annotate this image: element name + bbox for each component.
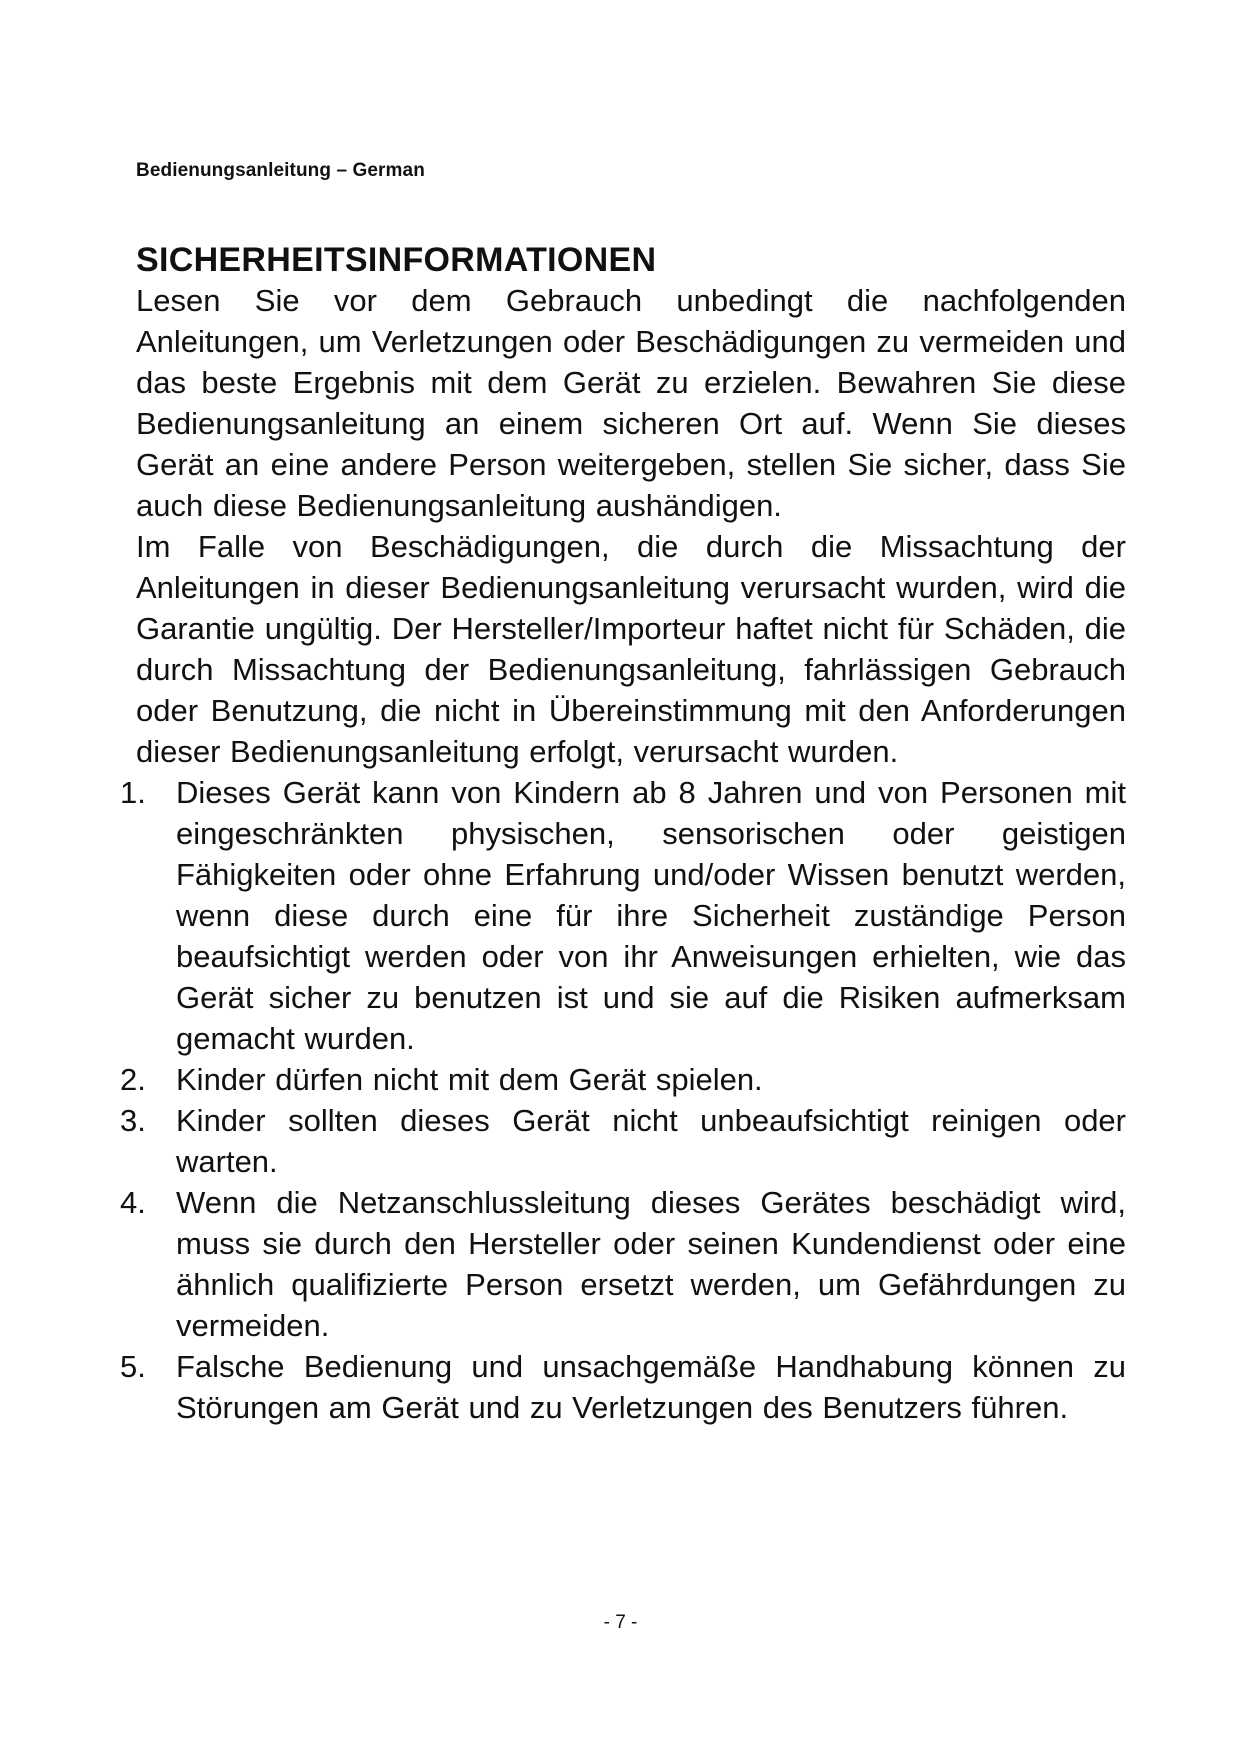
list-item-text: Wenn die Netzanschlussleitung dieses Gerätes beschädigt wird, muss sie durch den Hersteller oder seinen Kundendienst oder eine ähnlich qualifizierte Person ersetzt werden, um Gefährdungen zu vermeiden. (176, 1185, 1126, 1343)
page-number: - 7 - (603, 1612, 638, 1633)
list-item-text: Falsche Bedienung und unsachgemäße Handhabung können zu Störungen am Gerät und zu Verletzungen des Benutzers führen. (176, 1349, 1126, 1425)
list-item-number: 5. (120, 1349, 146, 1384)
list-item-text: Kinder sollten dieses Gerät nicht unbeaufsichtigt reinigen oder warten. (176, 1103, 1126, 1179)
list-item-number: 4. (120, 1185, 146, 1220)
list-item-number: 3. (120, 1103, 146, 1138)
section-title: SICHERHEITSINFORMATIONEN (136, 241, 657, 279)
intro-paragraph: Lesen Sie vor dem Gebrauch unbedingt die nachfolgenden Anleitungen, um Verletzungen oder Beschädigungen zu vermeiden und das beste Ergebnis mit dem Gerät zu erzielen. Bewahren Sie diese Bedienungsanleitung an einem sicheren Ort auf. Wenn Sie dieses Gerät an eine andere Person weitergeben, stellen Sie sicher, dass Sie auch diese Bedienungsanleitung aushändigen. (136, 283, 1126, 523)
list-item-number: 2. (120, 1062, 146, 1097)
list-item-text: Dieses Gerät kann von Kindern ab 8 Jahren und von Personen mit eingeschränkten physischen, sensorischen oder geistigen Fähigkeiten oder ohne Erfahrung und/oder Wissen benutzt werden, wenn diese durch eine für ihre Sicherheit zuständige Person beaufsichtigt werden oder von ihr Anweisungen erhielten, wie das Gerät sicher zu benutzen ist und sie auf die Risiken aufmerksam gemacht wurden. (176, 775, 1126, 1056)
list-item (120, 1059, 1126, 1100)
safety-section (120, 240, 1126, 1428)
list-item (120, 1182, 1126, 1346)
warranty-paragraph: Im Falle von Beschädigungen, die durch die Missachtung der Anleitungen in dieser Bedienungsanleitung verursacht wurden, wird die Garantie ungültig. Der Hersteller/Importeur haftet nicht für Schäden, die durch Missachtung der Bedienungsanleitung, fahrlässigen Gebrauch oder Benutzung, die nicht in Übereinstimmung mit den Anforderungen dieser Bedienungsanleitung erfolgt, verursacht wurden. (136, 529, 1126, 769)
list-item (120, 1346, 1126, 1428)
list-item-text: Kinder dürfen nicht mit dem Gerät spielen. (176, 1062, 763, 1097)
safety-list (120, 772, 1126, 1428)
list-item-number: 1. (120, 775, 146, 810)
document-header: Bedienungsanleitung – German (136, 160, 425, 181)
list-item (120, 772, 1126, 1059)
list-item (120, 1100, 1126, 1182)
